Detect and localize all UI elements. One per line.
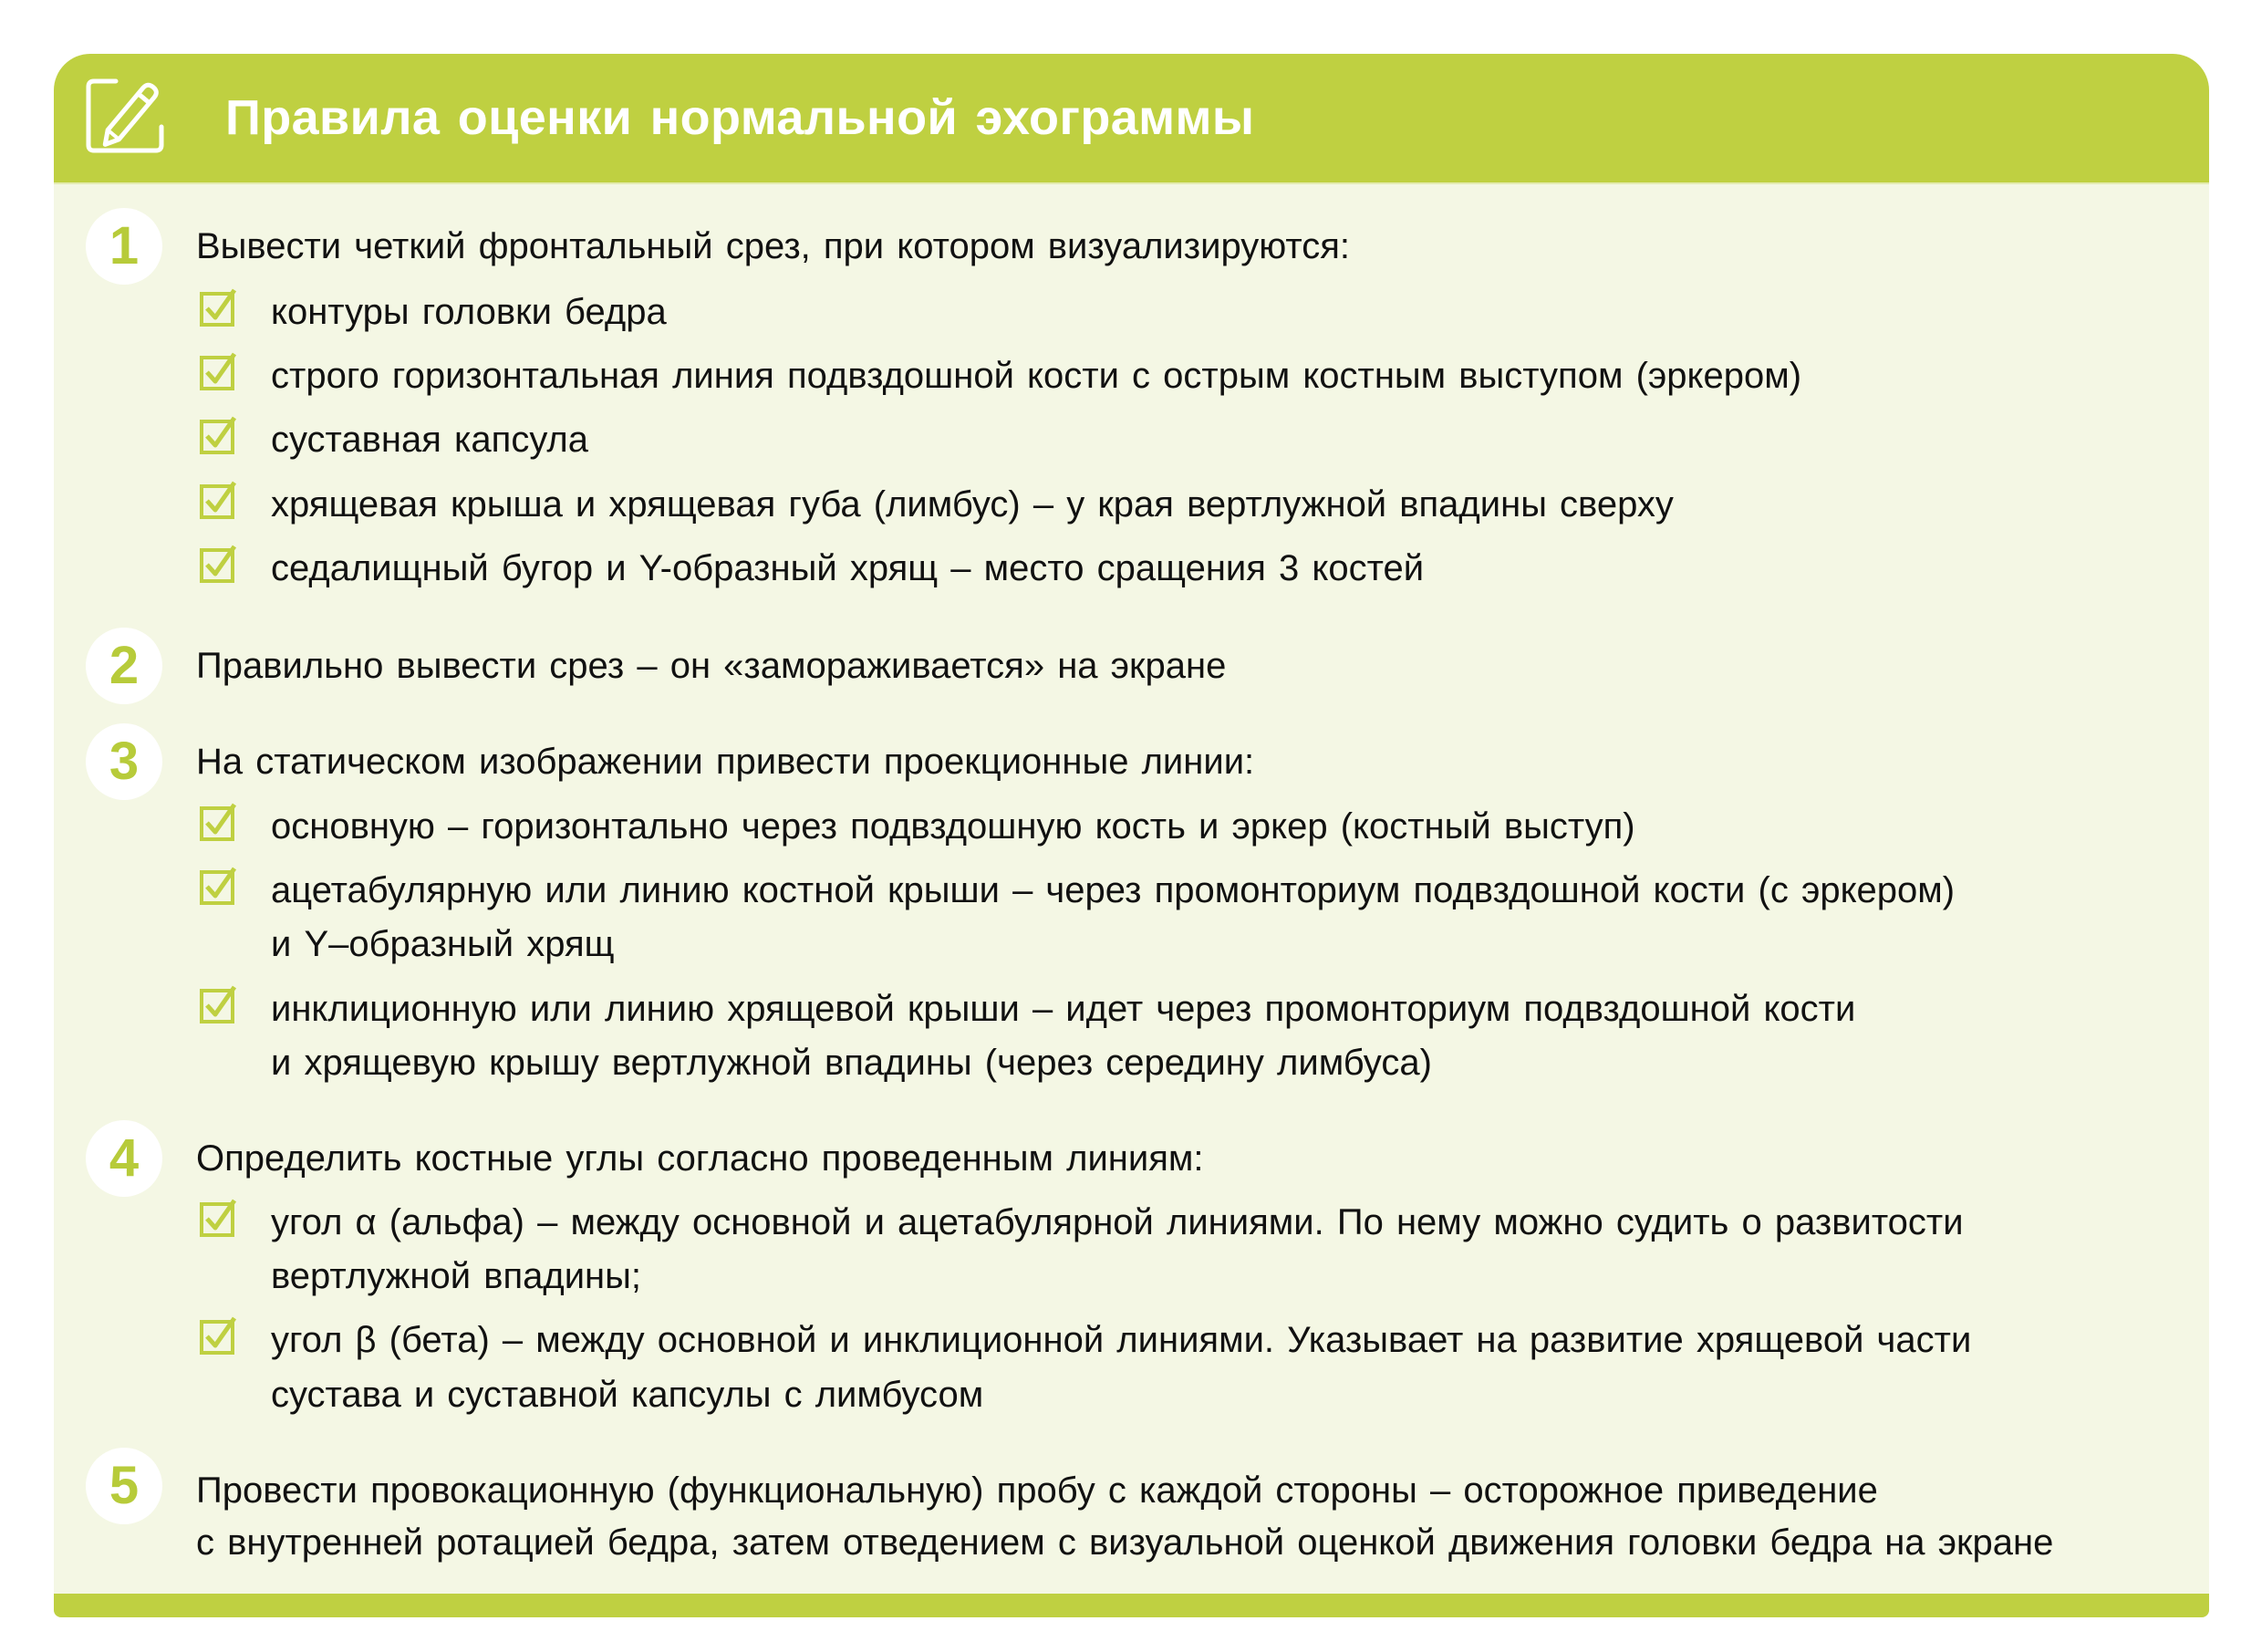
step-number-1: 1 bbox=[86, 208, 162, 285]
checkbox-checked-icon bbox=[200, 481, 238, 519]
step-1-text: Вывести четкий фронтальный срез, при котором визуализируются: bbox=[196, 226, 1351, 266]
list-item: угол β (бета) – между основной и инклиционной линиями. Указывает на развитие хрящевой части bbox=[271, 1320, 1972, 1360]
list-item: контуры головки бедра bbox=[271, 292, 667, 332]
list-item: хрящевая крыша и хрящевая губа (лимбус) – у края вертлужной впадины сверху bbox=[271, 484, 1674, 525]
step-number-2: 2 bbox=[86, 628, 162, 704]
checkbox-checked-icon bbox=[200, 867, 238, 905]
list-item: основную – горизонтально через подвздошную кость и эркер (костный выступ) bbox=[271, 806, 1635, 847]
step-number-5: 5 bbox=[86, 1448, 162, 1524]
edit-pencil-icon bbox=[83, 74, 174, 158]
step-2-text: Правильно вывести срез – он «замораживается» на экране bbox=[196, 646, 1227, 686]
list-item-continuation: вертлужной впадины; bbox=[271, 1256, 641, 1296]
list-item: угол α (альфа) – между основной и ацетабулярной линиями. По нему можно судить о развитости bbox=[271, 1202, 1964, 1242]
card-header bbox=[54, 54, 2209, 184]
step-5-text: Провести провокационную (функциональную) пробу с каждой стороны – осторожное приведение bbox=[196, 1470, 1878, 1511]
checkbox-checked-icon bbox=[200, 1199, 238, 1237]
checkbox-checked-icon bbox=[200, 1316, 238, 1355]
checkbox-checked-icon bbox=[200, 545, 238, 583]
checkbox-checked-icon bbox=[200, 288, 238, 327]
step-number-3: 3 bbox=[86, 723, 162, 800]
step-4-text: Определить костные углы согласно проведенным линиям: bbox=[196, 1138, 1204, 1179]
list-item: строго горизонтальная линия подвздошной кости с острым костным выступом (эркером) bbox=[271, 356, 1802, 396]
list-item-continuation: сустава и суставной капсулы с лимбусом bbox=[271, 1375, 984, 1415]
step-3-text: На статическом изображении привести проекционные линии: bbox=[196, 742, 1255, 782]
rules-card bbox=[54, 54, 2209, 1617]
page-title: Правила оценки нормальной эхограммы bbox=[225, 90, 1255, 145]
list-item-continuation: и хрящевую крышу вертлужной впадины (через середину лимбуса) bbox=[271, 1043, 1432, 1083]
checkbox-checked-icon bbox=[200, 352, 238, 390]
checkbox-checked-icon bbox=[200, 416, 238, 454]
step-number-4: 4 bbox=[86, 1120, 162, 1197]
checkbox-checked-icon bbox=[200, 803, 238, 841]
checkbox-checked-icon bbox=[200, 985, 238, 1023]
footer-bar bbox=[54, 1594, 2209, 1617]
list-item: седалищный бугор и Y-образный хрящ – место сращения 3 костей bbox=[271, 548, 1425, 588]
list-item: суставная капсула bbox=[271, 420, 589, 460]
list-item: инклиционную или линию хрящевой крыши – идет через промонториум подвздошной кости bbox=[271, 989, 1856, 1029]
list-item: ацетабулярную или линию костной крыши – через промонториум подвздошной кости (с эркером) bbox=[271, 870, 1956, 910]
list-item-continuation: и Y–образный хрящ bbox=[271, 924, 615, 964]
step-5-text-continuation: с внутренней ротацией бедра, затем отведением с визуальной оценкой движения головки бедра на экране bbox=[196, 1522, 2054, 1563]
